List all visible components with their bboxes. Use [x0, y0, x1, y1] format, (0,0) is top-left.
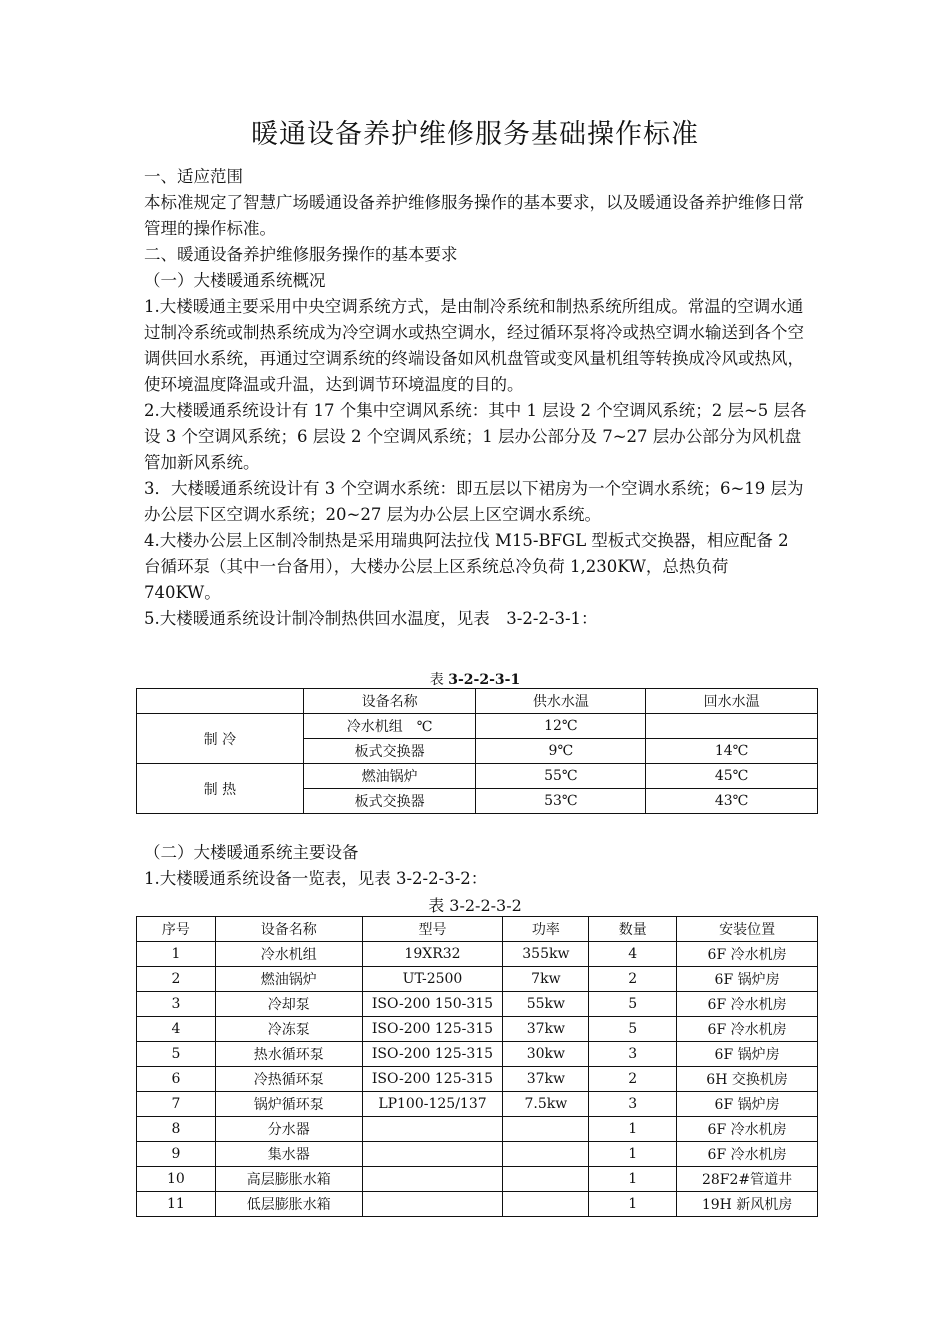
- table-cell: 5: [137, 1042, 216, 1067]
- paragraph-6: 1.大楼暖通系统设备一览表，见表 3-2-2-3-2：: [144, 869, 488, 888]
- table-cell: 分水器: [215, 1117, 362, 1142]
- table-cell: 6F 锅炉房: [677, 1042, 818, 1067]
- table-cell: [503, 1167, 589, 1192]
- group-heating: 制 热: [137, 764, 304, 814]
- table-cell: 6F 冷水机房: [677, 1117, 818, 1142]
- table-cell: [362, 1167, 503, 1192]
- table-cell: [503, 1117, 589, 1142]
- table-cell: 6F 冷水机房: [677, 992, 818, 1017]
- table-header-cell: 供水水温: [476, 689, 646, 714]
- equipment-section: [144, 840, 809, 892]
- table-header-cell: 数量: [589, 917, 677, 942]
- table-row: [137, 1192, 818, 1217]
- table-cell: 37kw: [503, 1067, 589, 1092]
- table-cell: 6H 交换机房: [677, 1067, 818, 1092]
- sub2-heading: （二）大楼暖通系统主要设备: [144, 843, 359, 862]
- table-row: [137, 1167, 818, 1192]
- table1-caption-prefix: 表: [429, 672, 449, 688]
- table-cell: 6F 锅炉房: [677, 1092, 818, 1117]
- table-cell: 28F2#管道井: [677, 1167, 818, 1192]
- table-cell: 55℃: [476, 764, 646, 789]
- table-cell: 板式交换器: [303, 789, 476, 814]
- table-cell: 355kw: [503, 942, 589, 967]
- table-cell: 冷水机组: [215, 942, 362, 967]
- table-cell: 19H 新风机房: [677, 1192, 818, 1217]
- table-cell: [503, 1192, 589, 1217]
- table-cell: 53℃: [476, 789, 646, 814]
- table-cell: 8: [137, 1117, 216, 1142]
- table-cell: 2: [589, 1067, 677, 1092]
- table-cell: 冷热循环泵: [215, 1067, 362, 1092]
- table-cell: 低层膨胀水箱: [215, 1192, 362, 1217]
- table-cell: 45℃: [646, 764, 818, 789]
- table-header-cell: 回水水温: [646, 689, 818, 714]
- table-header-cell: [137, 689, 304, 714]
- table-cell: 6F 冷水机房: [677, 1017, 818, 1042]
- table-cell: 2: [137, 967, 216, 992]
- table-header-row: [137, 917, 818, 942]
- paragraph-5: 5.大楼暖通系统设计制冷制热供回水温度，见表 3-2-2-3-1：: [144, 609, 598, 628]
- table-cell: 19XR32: [362, 942, 503, 967]
- temperature-table: [136, 688, 818, 814]
- equipment-table: [136, 916, 818, 1217]
- table-row: [137, 967, 818, 992]
- table-cell: 7kw: [503, 967, 589, 992]
- table-cell: 3: [589, 1092, 677, 1117]
- paragraph-2: 2.大楼暖通系统设计有 17 个集中空调风系统：其中 1 层设 2 个空调风系统；2 层~5 层各设 3 个空调风系统；6 层设 2 个空调风系统；1 层办公部分及 7~27 层办公部分为风机盘管加新风系统。: [144, 401, 807, 472]
- table-cell: 1: [589, 1117, 677, 1142]
- table1-caption-number: 3-2-2-3-1: [448, 672, 521, 688]
- table-row: [137, 764, 818, 789]
- table-cell: 7.5kw: [503, 1092, 589, 1117]
- section2-heading: 二、暖通设备养护维修服务操作的基本要求: [144, 245, 458, 264]
- table-row: [137, 942, 818, 967]
- table-cell: [362, 1192, 503, 1217]
- table-cell: 14℃: [646, 739, 818, 764]
- table-cell: 3: [137, 992, 216, 1017]
- table-cell: ISO-200 125-315: [362, 1017, 503, 1042]
- table1-caption: [0, 669, 950, 689]
- table-cell: 30kw: [503, 1042, 589, 1067]
- table-cell: LP100-125/137: [362, 1092, 503, 1117]
- paragraph-3: 3．大楼暖通系统设计有 3 个空调水系统：即五层以下裙房为一个空调水系统；6~19 层为办公层下区空调水系统；20~27 层为办公层上区空调水系统。: [144, 479, 804, 524]
- paragraph-4: 4.大楼办公层上区制冷制热是采用瑞典阿法拉伐 M15-BFGL 型板式交换器，相应配备 2 台循环泵（其中一台备用），大楼办公层上区系统总冷负荷 1,230KW，总热负荷 740KW。: [144, 531, 789, 602]
- table-header-cell: 功率: [503, 917, 589, 942]
- table-row: [137, 1092, 818, 1117]
- table-cell: ISO-200 125-315: [362, 1042, 503, 1067]
- sub1-heading: （一）大楼暖通系统概况: [144, 271, 326, 290]
- table-cell: [646, 714, 818, 739]
- table-cell: 冷却泵: [215, 992, 362, 1017]
- table-cell: 4: [137, 1017, 216, 1042]
- table-cell: 1: [589, 1167, 677, 1192]
- table-cell: 热水循环泵: [215, 1042, 362, 1067]
- table-row: [137, 1067, 818, 1092]
- table-cell: [362, 1117, 503, 1142]
- table-row: [137, 992, 818, 1017]
- table-cell: ISO-200 150-315: [362, 992, 503, 1017]
- table-cell: [503, 1142, 589, 1167]
- table-cell: 9℃: [476, 739, 646, 764]
- table-cell: 6F 冷水机房: [677, 942, 818, 967]
- table-cell: 板式交换器: [303, 739, 476, 764]
- table-cell: 5: [589, 1017, 677, 1042]
- table-cell: 6: [137, 1067, 216, 1092]
- table-cell: 1: [589, 1142, 677, 1167]
- table-header-cell: 型号: [362, 917, 503, 942]
- table-cell: 55kw: [503, 992, 589, 1017]
- table-header-cell: 序号: [137, 917, 216, 942]
- table-cell: 高层膨胀水箱: [215, 1167, 362, 1192]
- table-cell: 10: [137, 1167, 216, 1192]
- table-row: [137, 1142, 818, 1167]
- table-cell: 11: [137, 1192, 216, 1217]
- table-header-cell: 安装位置: [677, 917, 818, 942]
- table-cell: 锅炉循环泵: [215, 1092, 362, 1117]
- table-cell: 燃油锅炉: [303, 764, 476, 789]
- table-cell: 1: [589, 1192, 677, 1217]
- table-cell: 6F 冷水机房: [677, 1142, 818, 1167]
- table2-caption: 表 3-2-2-3-2: [428, 896, 522, 915]
- table-cell: ISO-200 125-315: [362, 1067, 503, 1092]
- table-cell: 冷冻泵: [215, 1017, 362, 1042]
- table-cell: 3: [589, 1042, 677, 1067]
- table-cell: 6F 锅炉房: [677, 967, 818, 992]
- table-header-row: [137, 689, 818, 714]
- document-title: 暖通设备养护维修服务基础操作标准: [251, 119, 699, 150]
- table-row: [137, 714, 818, 739]
- table-cell: 4: [589, 942, 677, 967]
- intro-section: [144, 164, 809, 632]
- table-cell: UT-2500: [362, 967, 503, 992]
- table-cell: 12℃: [476, 714, 646, 739]
- table-cell: 1: [137, 942, 216, 967]
- section1-body: 本标准规定了智慧广场暖通设备养护维修服务操作的基本要求，以及暖通设备养护维修日常管理的操作标准。: [144, 193, 804, 238]
- table-header-cell: 设备名称: [303, 689, 476, 714]
- table-cell: 9: [137, 1142, 216, 1167]
- section1-heading: 一、适应范围: [144, 167, 243, 186]
- table-cell: 集水器: [215, 1142, 362, 1167]
- table-cell: 2: [589, 967, 677, 992]
- table-cell: 冷水机组 ℃: [303, 714, 476, 739]
- table-row: [137, 1042, 818, 1067]
- table-cell: 37kw: [503, 1017, 589, 1042]
- table-row: [137, 1017, 818, 1042]
- table-cell: 7: [137, 1092, 216, 1117]
- table-header-cell: 设备名称: [215, 917, 362, 942]
- table-cell: 43℃: [646, 789, 818, 814]
- table-row: [137, 1117, 818, 1142]
- table-cell: [362, 1142, 503, 1167]
- paragraph-1: 1.大楼暖通主要采用中央空调系统方式，是由制冷系统和制热系统所组成。常温的空调水通过制冷系统或制热系统成为冷空调水或热空调水，经过循环泵将冷或热空调水输送到各个空调供回水系统，再通过空调系统的终端设备如风机盘管或变风量机组等转换成冷风或热风，使环境温度降温或升温，达到调节环境温度的目的。: [144, 297, 804, 394]
- table-cell: 燃油锅炉: [215, 967, 362, 992]
- group-cooling: 制 冷: [137, 714, 304, 764]
- table-cell: 5: [589, 992, 677, 1017]
